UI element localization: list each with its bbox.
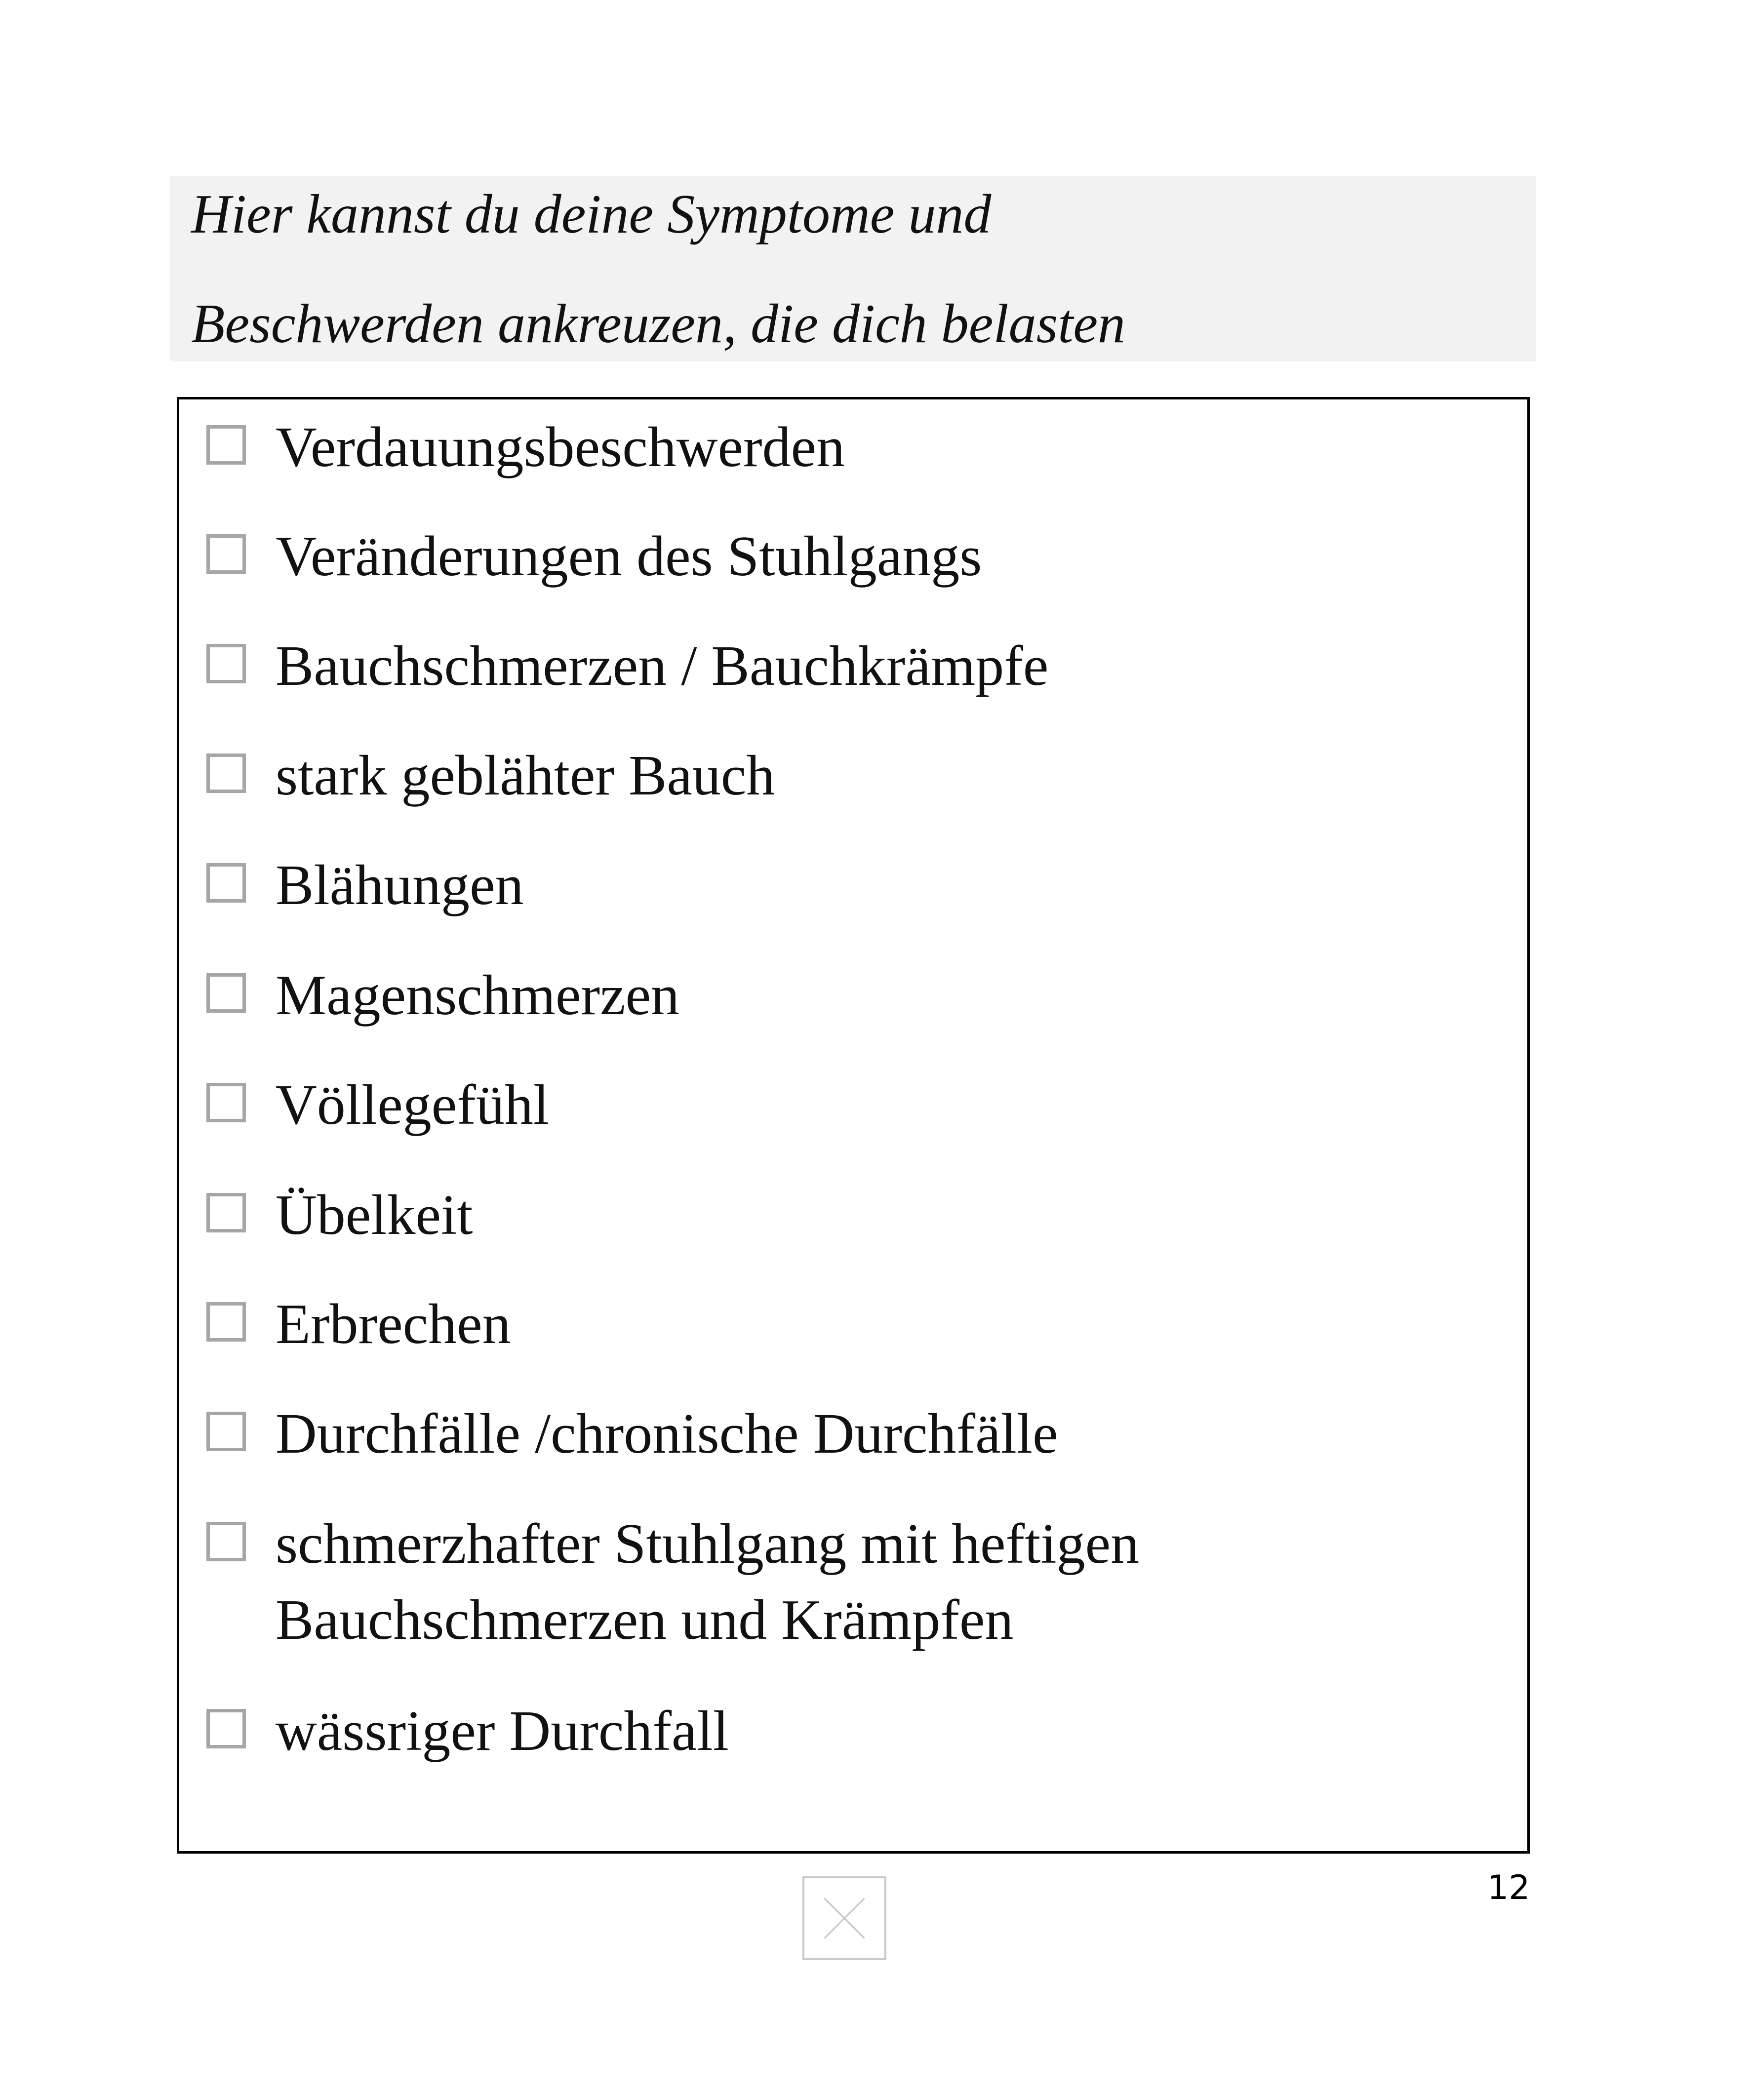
checkbox[interactable] [206,1709,246,1748]
checklist-item-label: wässriger Durchfall [276,1700,729,1763]
page-number: 12 [1487,1868,1530,1907]
checklist-item-label: Übelkeit [276,1184,473,1247]
symptom-checklist [177,397,1530,1854]
checklist-item-label: Magenschmerzen [276,964,680,1027]
checklist-item-label: Verdauungsbeschwerden [276,416,845,479]
instruction-line-1: Hier kannst du deine Symptome und [191,184,992,245]
broken-image-x-icon [802,1876,886,1960]
checklist-item-label: Veränderungen des Stuhlgangs [276,525,982,588]
checklist-item-label: Durchfälle /chronische Durchfälle [276,1402,1058,1466]
checkbox[interactable] [206,973,246,1013]
checkbox[interactable] [206,534,246,574]
checklist-item-label: schmerzhafter Stuhlgang mit heftigen [276,1512,1140,1576]
checkbox[interactable] [206,1412,246,1451]
checkbox[interactable] [206,1193,246,1232]
checkbox[interactable] [206,1522,246,1561]
checklist-item-label: Bauchschmerzen / Bauchkrämpfe [276,634,1049,698]
checklist-item-label-line-2: Bauchschmerzen und Krämpfen [276,1588,1014,1652]
checklist-item-label: Völlegefühl [276,1073,550,1137]
instruction-line-2: Beschwerden ankreuzen, die dich belasten [191,293,1126,355]
checklist-item-label: Blähungen [276,854,524,917]
checkbox[interactable] [206,425,246,465]
checkbox[interactable] [206,644,246,683]
checkbox[interactable] [206,753,246,793]
checklist-item-label: Erbrechen [276,1293,511,1356]
checkbox[interactable] [206,863,246,903]
checkbox[interactable] [206,1083,246,1122]
instruction-header [170,176,1536,361]
checkbox[interactable] [206,1302,246,1342]
checklist-item-label: stark geblähter Bauch [276,744,775,807]
